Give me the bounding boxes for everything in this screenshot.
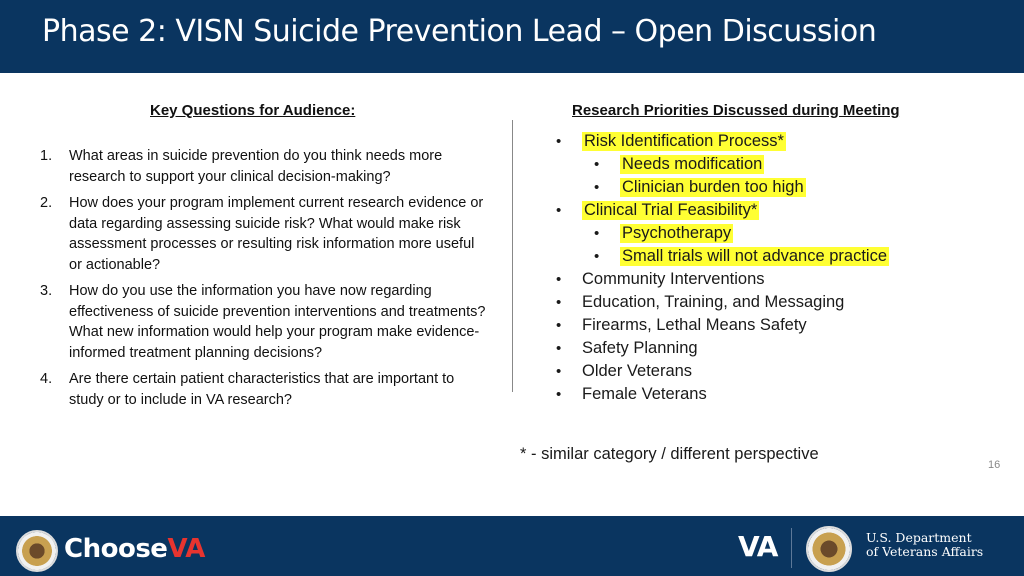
va-seal-icon [16, 530, 58, 572]
priorities-list [556, 130, 1016, 406]
priority-item [556, 245, 1016, 268]
priority-text: Female Veterans [582, 385, 707, 403]
bullet-icon: • [594, 179, 600, 196]
priority-text: Education, Training, and Messaging [582, 293, 845, 311]
bullet-icon: • [556, 271, 562, 288]
bullet-icon: • [594, 225, 600, 242]
priority-text-highlighted: Psychotherapy [622, 224, 732, 242]
question-item [40, 369, 490, 410]
bullet-icon: • [594, 248, 600, 265]
footer-divider [791, 528, 792, 568]
bullet-icon: • [556, 340, 562, 357]
priority-item [556, 268, 1016, 291]
priority-text: Firearms, Lethal Means Safety [582, 316, 807, 334]
question-item [40, 281, 490, 363]
bullet-icon: • [594, 156, 600, 173]
priority-item [556, 291, 1016, 314]
footnote: * - similar category / different perspective [520, 445, 819, 463]
question-text: How do you use the information you have now regarding effectiveness of suicide prevention interventions and treatments? What new information would help your program make evidence-informed treatment planning decisions? [69, 283, 486, 361]
questions-heading: Key Questions for Audience: [150, 102, 356, 119]
question-number: 1. [40, 148, 53, 164]
priority-text-highlighted: Clinical Trial Feasibility* [584, 201, 758, 219]
bullet-icon: • [556, 363, 562, 380]
priority-item [556, 199, 1016, 222]
choose-va-mark: VA [167, 534, 205, 564]
question-number: 4. [40, 371, 53, 387]
priority-item [556, 130, 1016, 153]
choose-text: Choose [64, 534, 168, 564]
bullet-icon: • [556, 133, 562, 150]
priority-text-highlighted: Needs modification [622, 155, 763, 173]
priority-item [556, 153, 1016, 176]
department-line-1: U.S. Department [866, 530, 972, 545]
question-number: 3. [40, 283, 53, 299]
priority-item [556, 176, 1016, 199]
priority-item [556, 337, 1016, 360]
priority-item [556, 383, 1016, 406]
title-bar [0, 0, 1024, 73]
priority-text-highlighted: Small trials will not advance practice [622, 247, 888, 265]
priority-item [556, 222, 1016, 245]
department-seal-icon [806, 526, 852, 572]
priority-text: Safety Planning [582, 339, 698, 357]
column-divider [512, 120, 513, 392]
bullet-icon: • [556, 317, 562, 334]
slide-title: Phase 2: VISN Suicide Prevention Lead – Open Discussion [42, 14, 877, 49]
priority-item [556, 360, 1016, 383]
priority-item [556, 314, 1016, 337]
question-text: What areas in suicide prevention do you think needs more research to support your clinical decision-making? [69, 148, 443, 185]
page-number: 16 [988, 459, 1001, 471]
bullet-icon: • [556, 294, 562, 311]
questions-list [40, 146, 490, 416]
department-line-2: of Veterans Affairs [866, 544, 984, 559]
priorities-heading: Research Priorities Discussed during Meeting [572, 102, 900, 119]
priority-text-highlighted: Risk Identification Process* [584, 132, 784, 150]
question-text: Are there certain patient characteristics that are important to study or to include in VA research? [69, 371, 455, 408]
bullet-icon: • [556, 202, 562, 219]
priority-text-highlighted: Clinician burden too high [622, 178, 804, 196]
choose-va-logo [64, 534, 205, 564]
question-item [40, 193, 490, 275]
priority-text: Older Veterans [582, 362, 693, 380]
department-name [866, 531, 983, 559]
priority-text: Community Interventions [582, 270, 765, 288]
question-number: 2. [40, 195, 53, 211]
question-item [40, 146, 490, 187]
question-text: How does your program implement current research evidence or data regarding assessing suicide risk? What would make risk assessment processes or resulting risk information more useful or actionable? [69, 195, 484, 273]
footer-bar [0, 516, 1024, 576]
va-logo: VA [738, 530, 778, 563]
bullet-icon: • [556, 386, 562, 403]
